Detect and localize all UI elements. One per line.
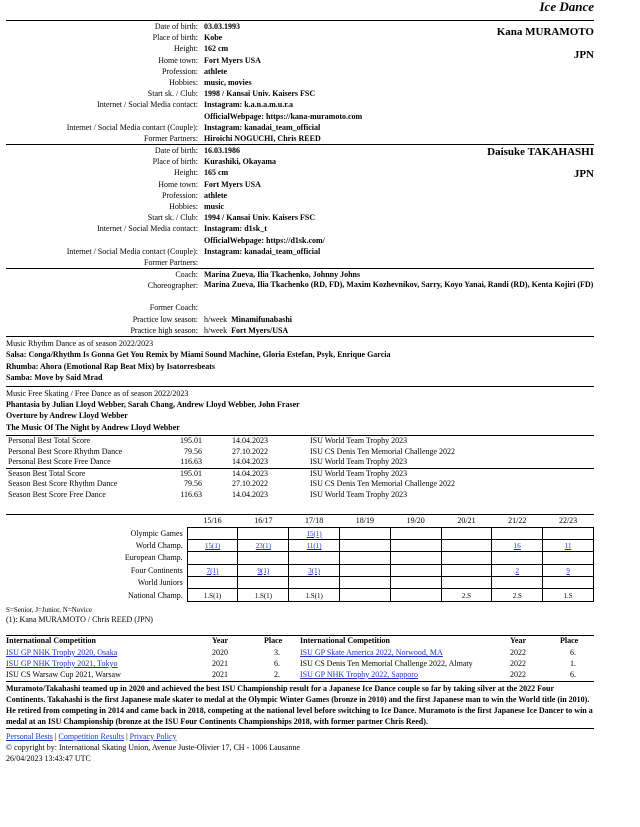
practice-high-label: Practice high season: — [130, 325, 198, 335]
result-link[interactable]: 23(1) — [255, 542, 271, 551]
history-cell — [543, 564, 594, 576]
history-cell — [238, 552, 289, 564]
info-label: Profession: — [162, 190, 198, 200]
personal-bests-link[interactable]: Personal Bests — [6, 731, 53, 741]
best-score-date: 14.04.2023 — [232, 489, 268, 499]
comp-col-year: Year — [212, 636, 228, 646]
competition-name-cell — [6, 669, 212, 680]
history-cell — [390, 564, 441, 576]
competition-place: 3. — [274, 647, 280, 657]
practice-low-unit: h/week — [204, 314, 228, 324]
history-cell — [441, 552, 492, 564]
history-cell — [441, 527, 492, 539]
season-header: 18/19 — [355, 516, 375, 526]
best-score-event: ISU CS Denis Ten Memorial Challenge 2022 — [310, 479, 456, 489]
comp-col-place: Place — [560, 636, 579, 646]
info-row — [6, 167, 594, 181]
info-value: Hiroichi NOGUCHI, Chris REED — [204, 133, 321, 143]
season-header: 16/17 — [254, 516, 273, 526]
history-row — [6, 552, 594, 564]
level-legend: S=Senior, J=Junior, N=Novice — [6, 605, 92, 614]
competition-row — [6, 658, 594, 669]
best-score-date: 27.10.2022 — [232, 446, 268, 456]
history-cell — [441, 589, 492, 601]
history-cell — [187, 552, 238, 564]
best-score-date: 14.04.2023 — [204, 468, 300, 479]
practice-high-value: Fort Myers/USA — [231, 325, 289, 335]
history-cell — [238, 527, 289, 539]
competition-place: 2. — [274, 669, 280, 679]
result-value: 1.S(1) — [203, 591, 222, 600]
best-score-date: 27.10.2022 — [232, 479, 268, 489]
info-value: 03.03.1993 — [204, 22, 240, 31]
info-label: Internet / Social Media contact: — [97, 100, 198, 110]
coach-label: Coach: — [175, 270, 198, 280]
best-score-label: Personal Best Score Free Dance — [8, 457, 111, 467]
history-cell — [289, 527, 340, 539]
history-cell — [238, 589, 289, 601]
best-score-label: Personal Best Total Score — [8, 436, 91, 446]
history-cell — [441, 539, 492, 551]
history-cell — [289, 589, 340, 601]
free-music-line: Phantasia by Julian Lloyd Webber, Sarah Chang, Andrew Lloyd Webber, John Fraser — [6, 399, 300, 409]
history-row-label: National Champ. — [128, 590, 183, 600]
info-label: Former Partners: — [144, 133, 198, 143]
competition-link[interactable]: ISU GP Skate America 2022, Norwood, MA — [300, 647, 443, 657]
history-cell — [492, 552, 543, 564]
skater-1-nation: JPN — [573, 49, 594, 61]
info-label: Internet / Social Media contact (Couple): — [66, 122, 198, 132]
info-label — [6, 235, 204, 246]
history-row — [6, 564, 594, 576]
championship-history-table — [6, 514, 594, 602]
info-row — [6, 190, 594, 201]
best-scores-table — [6, 435, 594, 500]
history-cell — [543, 577, 594, 589]
free-dance-music — [6, 386, 594, 436]
competition-year: 2022 — [510, 658, 526, 668]
info-value: 1998 / Kansai Univ. Kaisers FSC — [204, 89, 316, 99]
best-score-row — [6, 447, 594, 458]
best-score-value: 195.01 — [180, 436, 202, 446]
history-cell — [390, 577, 441, 589]
info-value: Instagram: kanadai_team_official — [204, 246, 321, 256]
info-value: athlete — [204, 66, 228, 76]
result-link[interactable]: 15(1) — [204, 542, 221, 551]
skater-2-name: Daisuke TAKAHASHI — [487, 146, 594, 159]
info-row — [6, 235, 594, 246]
history-cell — [340, 552, 391, 564]
choreographer-label: Choreographer: — [147, 281, 198, 291]
history-row — [6, 589, 594, 601]
history-cell — [340, 527, 391, 539]
result-value: 1.S(1) — [254, 591, 273, 600]
info-value: Fort Myers USA — [204, 55, 261, 65]
result-link[interactable]: 7(1) — [206, 566, 219, 575]
history-cell — [187, 539, 238, 551]
best-score-value: 116.63 — [180, 489, 202, 499]
skater-2-section — [6, 144, 594, 268]
history-cell — [390, 589, 441, 601]
history-cell — [187, 527, 238, 539]
info-label: Date of birth: — [154, 146, 198, 156]
result-link[interactable]: 9(1) — [257, 566, 270, 575]
info-value: athlete — [204, 190, 228, 200]
comp-col-name: International Competition — [300, 636, 390, 646]
result-link[interactable]: 16 — [513, 542, 521, 551]
info-label: Start sk. / Club: — [147, 213, 198, 223]
competition-place: 6. — [570, 669, 576, 679]
best-score-value: 79.56 — [184, 446, 202, 456]
history-cell — [543, 527, 594, 539]
season-header: 17/18 — [305, 516, 324, 526]
history-cell — [340, 589, 391, 601]
info-value: Fort Myers USA — [204, 179, 261, 189]
info-value: 165 cm — [204, 168, 229, 178]
history-cell — [492, 577, 543, 589]
rhythm-music-line: Rhumba: Ahora (Emotional Rap Beat Mix) by Isatorresbeats — [6, 361, 215, 371]
history-cell — [238, 564, 289, 576]
history-cell — [289, 552, 340, 564]
history-cell — [238, 577, 289, 589]
best-score-value: 116.63 — [180, 457, 202, 467]
season-header: 20/21 — [457, 516, 476, 526]
competition-name-cell — [6, 647, 212, 658]
history-cell — [543, 539, 594, 551]
season-header: 15/16 — [203, 516, 222, 526]
best-score-event: ISU World Team Trophy 2023 — [300, 468, 594, 479]
info-label: Start sk. / Club: — [147, 89, 198, 99]
competition-name: ISU CS Warsaw Cup 2021, Warsaw — [6, 669, 121, 679]
info-row — [6, 201, 594, 212]
history-row — [6, 539, 594, 551]
competition-link[interactable]: ISU GP NHK Trophy 2020, Osaka — [6, 647, 118, 657]
info-row — [6, 111, 594, 122]
best-score-event: ISU World Team Trophy 2023 — [310, 457, 408, 467]
info-label: Hobbies: — [169, 202, 198, 211]
best-score-row — [6, 468, 594, 479]
history-cell — [340, 577, 391, 589]
history-cell — [340, 539, 391, 551]
result-value: 1.S — [563, 591, 573, 600]
history-cell — [492, 564, 543, 576]
history-cell — [390, 539, 441, 551]
best-score-date: 14.04.2023 — [232, 436, 268, 446]
choreographer-value: Marina Zueva, Ilia Tkachenko (RD, FD), Maxim Kozhevnikov, Sarry, Koyo Yanai, Randi (RD), Kenta Kojiri (FD) — [204, 280, 594, 290]
competition-year: 2020 — [212, 647, 228, 657]
info-label: Place of birth: — [152, 157, 198, 167]
season-header: 19/20 — [406, 516, 425, 526]
comp-col-name: International Competition — [6, 636, 96, 646]
info-label: Place of birth: — [152, 33, 198, 43]
comp-col-place: Place — [264, 636, 283, 646]
best-score-label: Season Best Total Score — [6, 468, 170, 479]
team-section — [6, 268, 594, 336]
history-cell — [289, 539, 340, 551]
footer-separator: | — [124, 731, 130, 741]
info-row — [6, 246, 594, 257]
history-cell — [187, 577, 238, 589]
info-value: 1994 / Kansai Univ. Kaisers FSC — [204, 213, 316, 223]
practice-high-unit: h/week — [204, 325, 228, 335]
competition-year: 2022 — [510, 669, 526, 679]
discipline-title: Ice Dance — [539, 0, 594, 14]
practice-low-label: Practice low season: — [132, 314, 198, 324]
history-cell — [441, 564, 492, 576]
info-label: Internet / Social Media contact: — [97, 224, 198, 234]
info-label: Former Partners: — [144, 257, 198, 267]
season-header: 22/23 — [558, 516, 578, 526]
competition-year: 2021 — [212, 669, 228, 679]
timestamp: 26/04/2023 13:43:47 UTC — [6, 754, 91, 764]
free-music-heading: Music Free Skating / Free Dance as of season 2022/2023 — [6, 388, 189, 398]
info-value: OfficialWebpage: https://d1sk.com/ — [204, 235, 325, 245]
history-cell — [390, 527, 441, 539]
history-cell — [238, 539, 289, 551]
best-score-row — [6, 479, 594, 490]
history-cell — [187, 589, 238, 601]
free-music-line: The Music Of The Night by Andrew Lloyd Webber — [6, 422, 180, 432]
best-score-label: Season Best Score Rhythm Dance — [8, 479, 118, 489]
info-label: Date of birth: — [154, 22, 198, 31]
rhythm-music-line: Samba: Move by Said Mrad — [6, 373, 103, 383]
copyright: © copyright by: International Skating Union, Avenue Juste-Olivier 17, CH - 1006 Lausanne — [6, 742, 300, 752]
footer — [6, 728, 594, 765]
practice-low-value: Minamifunabashi — [231, 314, 293, 324]
partner-footnote: (1): Kana MURAMOTO / Chris REED (JPN) — [6, 614, 153, 624]
history-cell — [492, 527, 543, 539]
free-music-line: Overture by Andrew Lloyd Webber — [6, 411, 128, 421]
info-row — [6, 223, 594, 234]
result-value: 1.S(1) — [305, 591, 323, 600]
history-row-label: Four Continents — [130, 565, 183, 575]
history-cell — [340, 564, 391, 576]
info-label: Home town: — [158, 179, 198, 189]
rhythm-dance-music — [6, 336, 594, 386]
info-label: Home town: — [158, 55, 198, 65]
history-row-label: World Champ. — [135, 541, 183, 551]
competition-place: 1. — [570, 658, 576, 668]
competition-name-cell — [6, 658, 212, 669]
rhythm-music-heading: Music Rhythm Dance as of season 2022/2023 — [6, 338, 154, 348]
result-value: 2.S — [512, 591, 522, 600]
skater-1-name: Kana MURAMOTO — [496, 26, 594, 38]
info-label: Height: — [174, 168, 198, 178]
best-score-event: ISU CS Denis Ten Memorial Challenge 2022 — [310, 446, 456, 456]
best-score-event: ISU World Team Trophy 2023 — [310, 436, 408, 446]
history-cell — [492, 589, 543, 601]
rhythm-music-line: Salsa: Conga/Rhythm Is Gonna Get You Remix by Miami Sound Machine, Gloria Estefan, Psyk, Enrique Garcia — [6, 350, 391, 360]
competition-results-link[interactable]: Competition Results — [58, 731, 125, 741]
history-cell — [543, 589, 594, 601]
history-cell — [390, 552, 441, 564]
info-row — [6, 43, 594, 54]
history-row — [6, 527, 594, 539]
info-value: Instagram: k.a.n.a.m.u.r.a — [204, 100, 294, 110]
coach-value: Marina Zueva, Ilia Tkachenko, Johnny Johns — [204, 270, 361, 280]
competition-row — [6, 647, 594, 658]
info-row — [6, 212, 594, 223]
info-value: Instagram: kanadai_team_official — [204, 122, 321, 132]
history-cell — [441, 577, 492, 589]
info-value: Kurashiki, Okayama — [204, 157, 277, 167]
competition-place: 6. — [570, 647, 576, 657]
best-score-row — [6, 457, 594, 468]
best-score-event: ISU World Team Trophy 2023 — [310, 489, 408, 499]
info-label — [6, 111, 204, 122]
skater-2-nation: JPN — [573, 168, 594, 181]
history-cell — [187, 564, 238, 576]
result-link[interactable]: 2 — [515, 566, 520, 575]
best-score-label: Personal Best Score Rhythm Dance — [8, 446, 123, 456]
competition-row — [6, 669, 594, 680]
info-row — [6, 99, 594, 110]
former-coach-label: Former Coach: — [149, 303, 198, 313]
competition-place: 6. — [274, 658, 280, 668]
info-row — [6, 88, 594, 99]
info-label: Height: — [174, 44, 198, 54]
result-link[interactable]: 15(1) — [306, 529, 322, 538]
competition-name-cell — [300, 647, 510, 658]
comp-col-year: Year — [510, 636, 526, 646]
info-row — [6, 55, 594, 66]
info-row — [6, 257, 594, 268]
skater-1-section — [6, 20, 594, 144]
result-value: 2.S — [461, 591, 472, 600]
best-score-row — [6, 490, 594, 501]
competition-year: 2022 — [510, 647, 526, 657]
bio-page — [6, 0, 594, 765]
competition-year: 2021 — [212, 658, 228, 668]
info-value: 162 cm — [204, 44, 229, 54]
history-cell — [289, 577, 340, 589]
info-label: Profession: — [162, 66, 198, 76]
best-score-date: 14.04.2023 — [232, 457, 268, 467]
result-link[interactable]: 11 — [564, 542, 572, 551]
best-score-label: Season Best Score Free Dance — [8, 489, 106, 499]
competition-name-cell — [300, 669, 510, 680]
competition-name-cell — [300, 658, 510, 669]
info-row — [6, 179, 594, 190]
page-header — [6, 0, 594, 20]
info-value: Kobe — [204, 33, 223, 43]
info-row — [6, 66, 594, 77]
competitions-table — [6, 635, 594, 680]
result-link[interactable]: 11(1) — [306, 542, 322, 551]
info-row — [6, 133, 594, 144]
best-score-row — [6, 436, 594, 447]
history-row-label: Olympic Games — [130, 528, 183, 538]
history-cell — [492, 539, 543, 551]
info-value: music — [204, 202, 224, 211]
result-link[interactable]: 3(1) — [308, 566, 320, 575]
info-value: 16.03.1986 — [204, 146, 240, 156]
info-row — [6, 77, 594, 88]
best-score-value: 79.56 — [184, 479, 202, 489]
info-row — [6, 122, 594, 133]
info-value: Instagram: d1sk_t — [204, 224, 267, 234]
history-cell — [289, 564, 340, 576]
best-score-value: 195.01 — [170, 468, 204, 479]
history-row — [6, 577, 594, 589]
history-row-label: European Champ. — [124, 553, 183, 563]
info-value: music, movies — [204, 77, 252, 87]
competition-link[interactable]: ISU GP NHK Trophy 2022, Sapporo — [300, 669, 418, 679]
privacy-policy-link[interactable]: Privacy Policy — [129, 731, 177, 741]
season-header: 21/22 — [508, 516, 527, 526]
history-row-label: World Juniors — [137, 578, 183, 588]
info-value: OfficialWebpage: https://kana-muramoto.com — [204, 111, 363, 121]
bio-text: Muramoto/Takahashi teamed up in 2020 and achieved the best ISU Championship result for a Japanese Ice Dance couple so far by taking silver at the 2022 Four Continents. Takahashi is the first Japanese male skater to medal at the Olympic Winter Games (bronze in 2010) and the first Japanese man to win the World title (in 2010). He retired from competing in 2014 and came back in 2018, competing at the national level before switching to Ice Dance. Muramoto is the first Japanese Ice Dancer to win a medal at an ISU Championship (bronze at the ISU Four Continents Championships 2018, with former partner Chris Reed). — [6, 681, 594, 728]
footer-separator: | — [52, 731, 59, 741]
info-label: Internet / Social Media contact (Couple): — [66, 246, 198, 256]
competition-name: ISU CS Denis Ten Memorial Challenge 2022, Almaty — [300, 658, 473, 668]
competition-link[interactable]: ISU GP NHK Trophy 2021, Tokyo — [6, 658, 118, 668]
result-link[interactable]: 9 — [566, 566, 570, 575]
history-cell — [543, 552, 594, 564]
info-label: Hobbies: — [169, 77, 198, 87]
